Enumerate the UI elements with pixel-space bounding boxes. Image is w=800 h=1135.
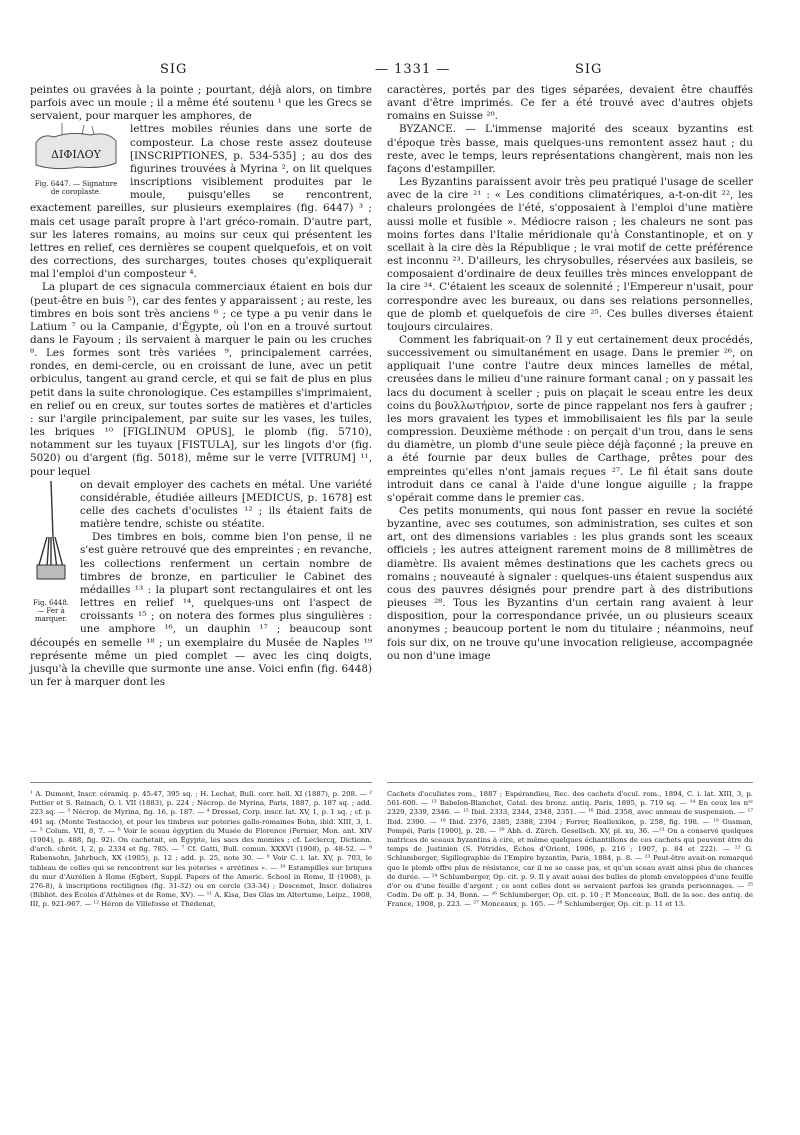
footnotes-left: ¹ A. Dumont, Inscr. céramiq. p. 45-47, 395 sq. ; H. Lechat, Bull. corr. hell. XI (1887), p. 208. — ² Pottier et S. Reinach, O. l. VII (1883), p. 224 ; Nécrop. de Myrina, Paris, 1887, p. 187 sq. ; add. 223 sq. — ³ Nécrop. de Myrina, fig. 16, p. 187. — ⁴ Dressel, Corp. inscr. lat. XV, 1, p. 1 sq. ; cf. p. 491 sq. (Monte Testaccio), et pour les timbres sur poteries gallo-romaines Bohn, ibid. XIII, 3, 1. — ⁵ Colum. VII, 8, 7. — ⁶ Voir le sceau égyptien du Musée de Florence (Pernier, Mon. ant. XIV (1904), p. 488, fig. 92). On cachetait, en Égypte, les sacs des momies ; cf. Leclercq, Dictionn. d'arch. chrét. I, 2, p. 2334 et fig. 785. — ⁷ Cf. Gatti, Bull. comun. XXXVI (1908), p. 48-52. — ⁸ Rubensohn, Jahrbuch, XX (1905), p. 12 ; add. p. 25, note 30. — ⁹ Voir C. i. lat. XV, p. 703, le tableau de celles qui se rencontrent sur les poteries « arrétines ». — ¹⁰ Estampilles sur briques du mur d'Aurélien à Rome (Egbert, Suppl. Papers of the Americ. School in Rome, II (1908), p. 276-8), à inscriptions rectilignes (fig. 31-32) ou en cercle (33-34) ; Descemet, Inscr. doliaires (Bibliot. des Écoles d'Athènes et de Rome, XV). — ¹¹ A. Kisa, Das Glas im Altertume, Leipz., 1908, III, p. 921-967. — ¹² Héron de Villefosse et Thédenat,	[30, 790, 372, 909]
footnote-divider	[387, 782, 753, 783]
coroplast-signature-stamp-icon	[32, 123, 120, 175]
paragraph: BYZANCE. — L'immense majorité des sceaux byzantins est d'époque très basse, mais quelques-uns remontent assez haut ; du reste, avec le temps, leurs représentations changèrent, mais non les façons d'estampiller.	[387, 123, 753, 175]
paragraph: peintes ou gravées à la pointe ; pourtant, déjà alors, on timbre parfois avec un moule ; il a même été soutenu ¹ que les Grecs se servaient, pour marquer les amphores, de	[30, 84, 372, 123]
stamp-inscription: ΔΙΦΙΛΟΥ	[51, 148, 101, 162]
paragraph: La plupart de ces signacula commerciaux étaient en bois dur (peut-être en buis ⁵), car des fentes y apparaissent ; au reste, les timbres en bois sont très anciens ⁶ ; ce type a pu venir dans le Latium ⁷ ou la Campanie, d'Égypte, où l'on en a trouvé surtout dans le Fayoum ; ils servaient à marquer le pain ou les cruches ⁸. Les formes sont très variées ⁹, principalement carrées, rondes, en demi-cercle, ou en croissant de lune, avec un petit orbiculus, tangent au grand cercle, et qui se fait de plus en plus petit dans la suite chronologique. Ces estampilles s'imprimaient, en relief ou en creux, sur toutes sortes de matières et d'articles : sur l'argile principalement, par suite sur les vases, les tuiles, les briques ¹⁰ [FIGLINUM OPUS], le plomb (fig. 5710), notamment sur les tuyaux [FISTULA], sur les lingots d'or (fig. 5020) ou d'argent (fig. 5018), même sur le verre [VITRUM] ¹¹, pour lequel	[30, 281, 372, 478]
paragraph: Les Byzantins paraissent avoir très peu pratiqué l'usage de sceller avec de la cire ²¹ : « Les conditions climatériques, a-t-on-dit ²², les chaleurs prolongées de l'été, s'opposaient à l'emploi d'une matière aussi molle et fusible ». Médiocre raison ; les chaleurs ne sont pas moins fortes dans l'Italie méridionale qu'à Constantinople, et on y scellait à la cire dès la République ; le vrai motif de cette préférence est inconnu ²³. D'ailleurs, les chrysobulles, réservées aux basileis, se composaient d'ordinaire de deux feuilles très minces enveloppant de la cire ²⁴. C'étaient les sceaux de solennité ; l'Empereur n'usait, pour correspondre avec les bureaux, ou dans ses relations personnelles, que de plomb et quelquefois de cire ²⁵. Ces bulles diverses étaient toujours circulaires.	[387, 176, 753, 333]
page-header	[30, 62, 775, 82]
paragraph: Ces petits monuments, qui nous font passer en revue la société byzantine, avec ses coutumes, son administration, ses cultes et son art, ont des dimensions variables : les plus grands sont les sceaux officiels ; les autres atteignent rarement moins de 8 millimètres de diamètre. Ils avaient mêmes destinations que les cachets grecs ou romains ; nouveauté à signaler : quelques-uns étaient suspendus aux cous des pauvres désignés pour prendre part à des distributions pieuses ²⁸. Tous les Byzantins d'un certain rang avaient à leur disposition, pour la correspondance privée, un ou plusieurs sceaux anonymes ; beaucoup portent le nom du titulaire ; néanmoins, neuf fois sur dix, on ne trouve qu'une invocation religieuse, accompagnée ou non d'une image	[387, 505, 753, 662]
footnote-divider	[30, 782, 372, 783]
figure-6447	[30, 123, 122, 195]
paragraph: on devait employer des cachets en métal. Une variété considérable, étudiée ailleurs [MEDICUS, p. 1678] est celle des cachets d'oculistes ¹² ; ils étaient faits de matière tendre, schiste ou stéatite.	[80, 478, 372, 531]
branding-iron-icon	[31, 479, 71, 595]
left-column	[30, 84, 372, 689]
page-number: — 1331 —	[375, 62, 451, 77]
paragraph: Comment les fabriquait-on ? Il y eut certainement deux procédés, successivement ou simultanément en usage. Dans le premier ²⁶, on appliquait l'une contre l'autre deux minces lamelles de métal, creusées dans le milieu d'une rainure formant canal ; on y passait les lacs du document à sceller ; puis on plaçait le sceau entre les deux coins du βουλλωτήριον, sorte de pince rappelant nos fers à gaufrer ; les mors gravaient les types et immobilisaient les fils par la seule compression. Deuxième méthode : on perçait d'un trou, dans le sens du diamètre, un plomb d'une seule pièce déjà façonné ; la preuve en a été fournie par deux bulles de Carthage, prêtes pour des empreintes qu'elles n'ont jamais reçues ²⁷. Le fil était sans doute introduit dans ce canal à l'aide d'une longue aiguille ; la frappe s'opérait comme dans le premier cas.	[387, 333, 753, 504]
right-column	[387, 84, 753, 663]
header-right: SIG	[575, 62, 603, 77]
paragraph: lettres mobiles réunies dans une sorte de composteur. La chose reste assez douteuse [INSCRIPTIONES, p. 534-535] ; au dos des figurines trouvées à Myrina ², on lit quelques inscriptions visiblement produites par le moule, puisqu'elles se rencontrent, exactement pareilles, sur plusieurs exemplaires (fig. 6447) ³ ; mais cet usage paraît propre à l'art gréco-romain. D'autre part, sur les lateres romains, au moins sur ceux qui présentent les lettres en relief, ces dernières se coupent quelquefois, et on voit des corrections, des surcharges, toutes choses qu'expliquerait mal l'emploi d'un composteur ⁴.	[30, 123, 372, 281]
paragraph: Des timbres en bois, comme bien l'on pense, il ne s'est guère retrouvé que des empreintes ; en revanche, les collections renferment un certain nombre de timbres de bronze, en particulier le Cabinet des médailles ¹³ : la plupart sont rectangulaires et ont les lettres en relief ¹⁴, quelques-uns ont l'aspect de croissants ¹⁵ ; on notera des formes plus singulières : une amphore ¹⁶, un dauphin ¹⁷ ; beaucoup sont découpés en semelle ¹⁸ ; un exemplaire du Musée de Naples ¹⁹ représente même un pied complet — avec les cinq doigts, jusqu'à la cheville que surmonte une anse. Voici enfin (fig. 6448) un fer à marquer dont les	[30, 531, 372, 689]
footnotes-right: Cachets d'oculistes rom., 1887 ; Espérandieu, Rec. des cachets d'ocul. rom., 1894, C. i. lat. XIII, 3, p. 561-600. — ¹³ Babelon-Blanchet, Catal. des bronz. antiq. Paris, 1895, p. 719 sq. — ¹⁴ En ceux les nᵒˢ 2329, 2339, 2346. — ¹⁵ Ibid. 2333, 2344, 2348, 2351. — ¹⁶ Ibid. 2358, avec anneau de suspension. — ¹⁷ Ibid. 2390. — ¹⁸ Ibid. 2376, 2385, 2388, 2394 ; Forrer, Reallexikon, p. 258, fig. 198. — ¹⁹ Gusman, Pompéi, Paris [1900], p. 28. — ²⁰ Abh. d. Zürch. Gesellsch. XV, pl. xu, 36. —²¹ On a conservé quelques matrices de sceaux byzantins à cire, et même quelques échantillons de ces cachets qui peuvent être du temps de Justinien (S. Pétridès, Échos d'Orient, 1906, p. 216 ; 1907, p. 84 et 222). — ²² G. Schlumberger, Sigillographie de l'Empire byzantin, Paris, 1884, p. 8. — ²³ Peut-être avait-on remarqué que le plomb offre plus de résistance, car il ne se casse pas, et qu'un sceau avait ainsi plus de chances de durée. — ²⁴ Schlumberger, Op. cit. p. 9. Il y avait aussi des bulles de plomb enveloppées d'une feuille d'or ou d'une feuille d'argent ; ce sont celles dont se servaient parfois les grands personnages. — ²⁵ Codin. De off. p. 34, Bonn. — ²⁶ Schlumberger, Op. cit. p. 10 ; P. Monceaux, Bull. de la soc. des antiq. de France, 1908, p. 223. — ²⁷ Monceaux, p. 165. — ²⁸ Schlumberger, Op. cit. p. 11 et 13.	[387, 790, 753, 909]
paragraph: caractères, portés par des tiges séparées, devaient être chauffés avant d'être imprimés. Ce fer a été trouvé avec d'autres objets romains en Suisse ²⁰.	[387, 84, 753, 123]
figure-6448	[30, 479, 72, 623]
header-left: SIG	[160, 62, 188, 77]
figure-caption: Fig. 6448. — Fer à marquer.	[32, 598, 70, 623]
figure-caption: Fig. 6447. — Signature de coroplaste.	[34, 179, 118, 196]
